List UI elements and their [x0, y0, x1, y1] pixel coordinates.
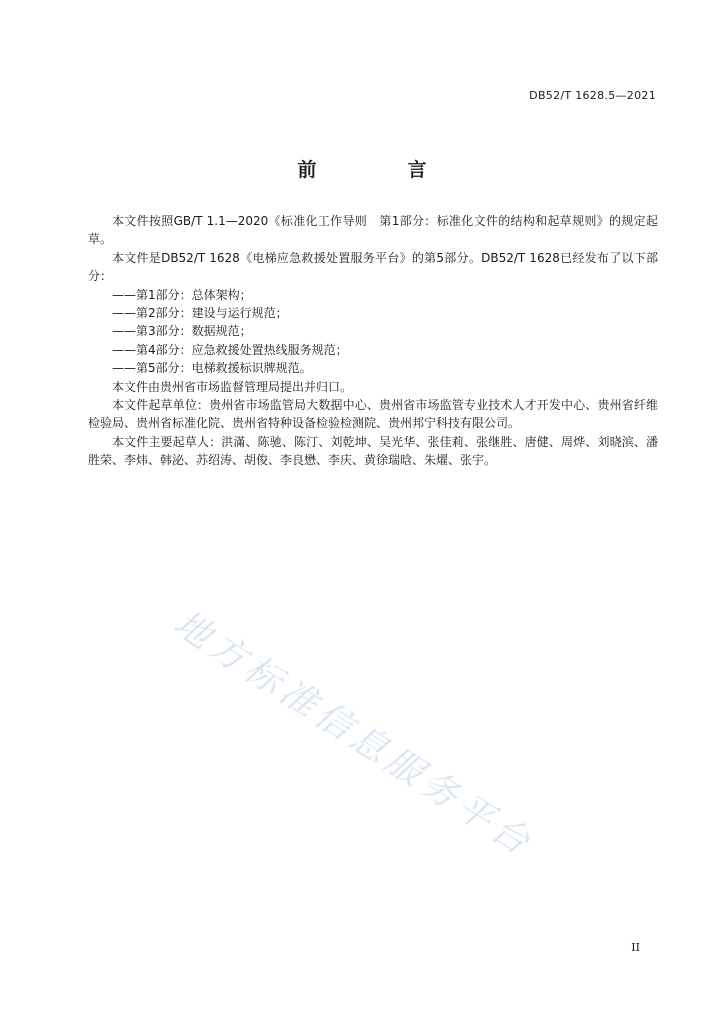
- paragraph-proposer: 本文件由贵州省市场监督管理局提出并归口。: [112, 379, 353, 394]
- watermark: 地方标准信息服务平台: [166, 602, 541, 866]
- paragraph-series-intro: 本文件是DB52/T 1628《电梯应急救援处置服务平台》的第5部分。DB52/T 1628已经发布了以下部分：: [88, 250, 658, 284]
- list-item: ——第3部分：数据规范；: [112, 324, 252, 339]
- list-item: ——第4部分：应急救援处置热线服务规范；: [112, 342, 348, 357]
- list-item: ——第1部分：总体架构；: [112, 287, 252, 302]
- list-item: ——第5部分：电梯救援标识牌规范。: [112, 361, 312, 376]
- paragraph-drafting-units: 本文件起草单位：贵州省市场监管局大数据中心、贵州省市场监管专业技术人才开发中心、贵州省纤维检验局、贵州省标准化院、贵州省特种设备检验检测院、贵州邦宁科技有限公司。: [88, 398, 658, 431]
- paragraph-drafting-basis: 本文件按照GB/T 1.1—2020《标准化工作导则 第1部分：标准化文件的结构和起草规则》的规定起草。: [88, 214, 658, 247]
- paragraph-drafters: 本文件主要起草人：洪滿、陈驰、陈汀、刘乾坤、吴光华、张佳莉、张继胜、唐健、周烨、刘晓滨、潘胜荣、李炜、韩泌、苏绍涛、胡俊、李良懋、李庆、黄徐瑞晗、朱燿、张宇。: [88, 434, 658, 468]
- list-item: ——第2部分：建设与运行规范；: [112, 306, 288, 321]
- document-body: [88, 212, 658, 470]
- page-number: II: [631, 941, 640, 954]
- document-code: DB52/T 1628.5—2021: [529, 89, 656, 102]
- page-title: 前 言: [297, 159, 463, 181]
